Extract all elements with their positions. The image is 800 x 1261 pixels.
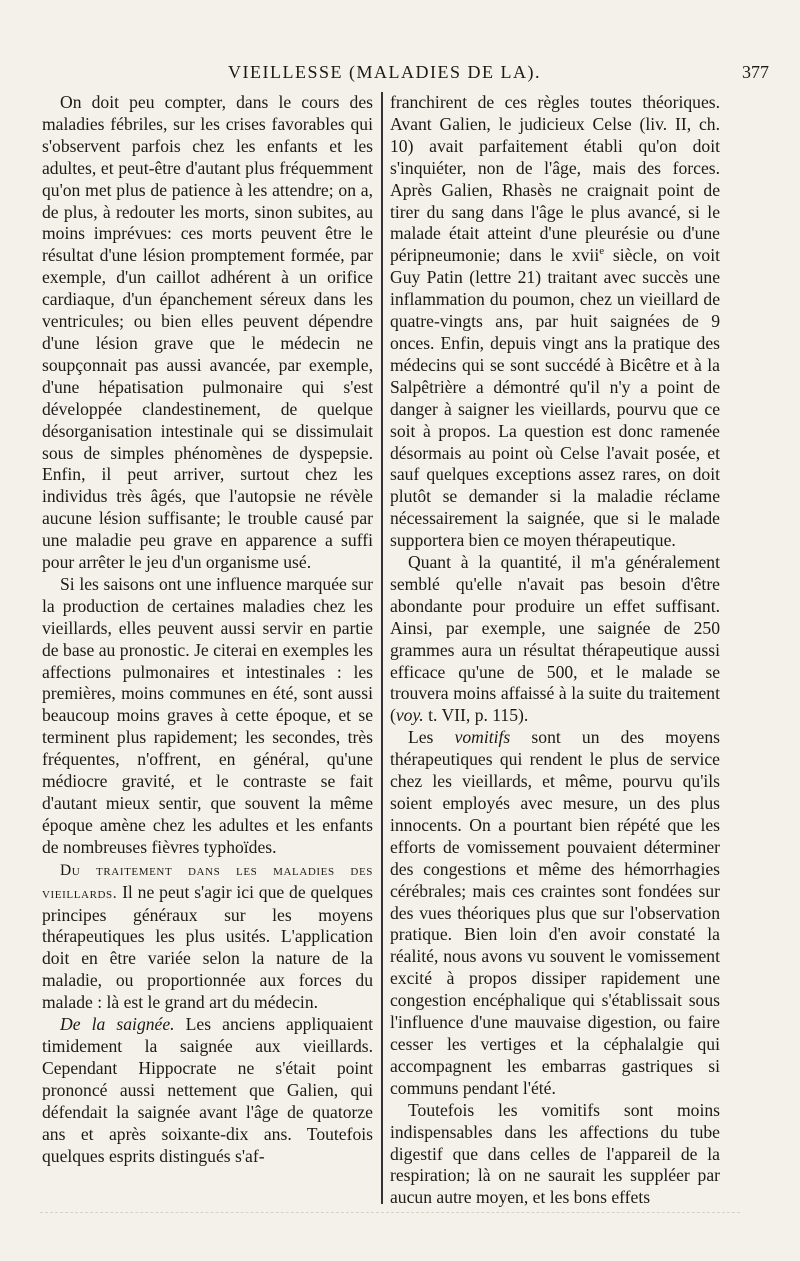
reference-abbrev: voy. <box>395 705 424 726</box>
column-divider <box>381 92 383 1204</box>
section-heading: Du traitement dans les maladies des vieillards. <box>42 861 373 902</box>
running-title: VIEILLESSE (MALADIES DE LA). <box>228 62 541 82</box>
paragraph: Toutefois les vomitifs sont moins indispensables dans les affections du tube digestif que dans celles de l'appareil de la respiration; là on ne saurait les suppléer par aucun autre moyen, et les bons effets <box>390 1099 720 1208</box>
paragraph-text: siècle, on voit Guy Patin (lettre 21) traitant avec succès une inflammation du poumon, chez un vieillard de quatre-vingts ans, par huit saignées de 9 onces. Enfin, depuis vingt ans la pratique des médecins qui se sont succédé à Bicêtre et à la Salpêtrière a démontré qu'il n'y a point de danger à saigner les vieillards, pourvu que ce soit à propos. La question est donc ramenée désormais au point où Celse l'avait posée, et sauf quelques exceptions assez rares, on doit plutôt se demander si la maladie réclame nécessairement la saignée, que si le malade supportera bien ce moyen thérapeutique. <box>390 245 720 551</box>
paragraph <box>390 552 720 727</box>
left-column <box>42 92 373 1167</box>
page-number: 377 <box>742 62 769 82</box>
paragraph <box>42 859 373 1014</box>
paragraph-text: franchirent de ces règles toutes théoriques. Avant Galien, le judicieux Celse (liv. II, ch. 10) avait parfaitement établi qu'on doit s'inquiéter, non de l'âge, mais des forces. Après Galien, Rhasès ne craignait point de tirer du sang dans l'âge le plus avancé, si le malade était atteint d'une pleurésie ou d'une péripneumonie; dans le xvii <box>390 92 720 266</box>
paragraph-text: sont un des moyens thérapeutiques qui rendent le plus de service chez les vieillards, et même, pourvu qu'ils soient employés avec mesure, un des plus innocents. On a pourtant bien répété que les efforts de vomissement pouvaient déterminer des congestions et même des hémorrhagies cérébrales; mais ces craintes sont fondées sur des vues théoriques plus que sur l'observation pratique. Bien loin d'en avoir constaté la réalité, nous avons vu souvent le vomissement excité à propos dissiper rapidement une congestion encéphalique qui s'établissait sous l'influence d'une mauvaise digestion, ou faire cesser les vertiges et la céphalalgie qui accompagnent les embarras gastriques si communs pendant l'été. <box>390 727 720 1098</box>
paragraph-text: Les anciens appliquaient timidement la saignée aux vieillards. Cependant Hippocrate ne s'était point prononcé aussi nettement que Galien, qui défendait la saignée avant l'âge de quatorze ans et après soixante-dix ans. Toutefois quelques esprits distingués s'af- <box>42 1014 374 1166</box>
paragraph <box>390 727 720 1099</box>
bleed-through-trace <box>40 1212 740 1229</box>
paragraph <box>42 1014 373 1167</box>
emphasized-term: vomitifs <box>454 727 511 748</box>
page-header <box>0 62 800 84</box>
subsection-heading: De la saignée. <box>60 1014 175 1035</box>
paragraph-text: Quant à la quantité, il m'a généralement semblé qu'elle n'avait pas besoin d'être abondante pour produire un effet suffisant. Ainsi, par exemple, une saignée de 250 grammes aura un résultat thérapeutique aussi efficace qu'une de 500, et le malade se trouvera moins affaissé à la suite du traitement ( <box>390 552 720 726</box>
paragraph: Si les saisons ont une influence marquée sur la production de certaines maladies chez les vieillards, elles peuvent aussi servir en partie de base au pronostic. Je citerai en exemples les affections pulmonaires et intestinales : les premières, moins communes en été, sont aussi beaucoup moins graves à cette époque, et se terminent plus rapidement; les secondes, très fréquentes, n'offrent, en général, qu'une médiocre gravité, et le contraste se fait d'autant mieux sentir, que souvent la même époque amène chez les adultes et les enfants de nombreuses fièvres typhoïdes. <box>42 573 373 857</box>
paragraph <box>390 92 720 552</box>
paragraph-text: Les <box>408 727 455 748</box>
superscript: e <box>599 245 605 258</box>
paragraph: On doit peu compter, dans le cours des maladies fébriles, sur les crises favorables qui s'observent parfois chez les enfants et les adultes, et peut-être d'autant plus fréquemment qu'on met plus de patience à les attendre; on a, de plus, à redouter les morts, sinon subites, au moins imprévues: ces morts peuvent être le résultat d'une lésion promptement formée, par exemple, d'un caillot adhérent à un orifice cardiaque, d'un épanchement séreux dans les ventricules; ou bien elles peuvent dépendre d'une lésion grave que le médecin ne soupçonnait pas aussi avancée, par exemple, d'une hépatisation pulmonaire qui s'est développée clandestinement, de quelque désorganisation intestinale qui se dissimulait sous de simples phénomènes de dyspepsie. Enfin, il peut arriver, surtout chez les individus très âgés, que l'autopsie ne révèle aucune lésion suffisante; le trouble causé par une maladie peu grave en apparence a suffi pour arrêter le jeu d'un organisme usé. <box>42 92 373 573</box>
right-column <box>390 92 720 1209</box>
paragraph-text: t. VII, p. 115). <box>423 705 529 726</box>
paragraph-text: Il ne peut s'agir ici que de quelques principes généraux sur les moyens thérapeutiques les plus usités. L'application doit en être variée selon la nature de la maladie, ou proportionnée aux forces du malade : là est le grand art du médecin. <box>42 881 373 1013</box>
